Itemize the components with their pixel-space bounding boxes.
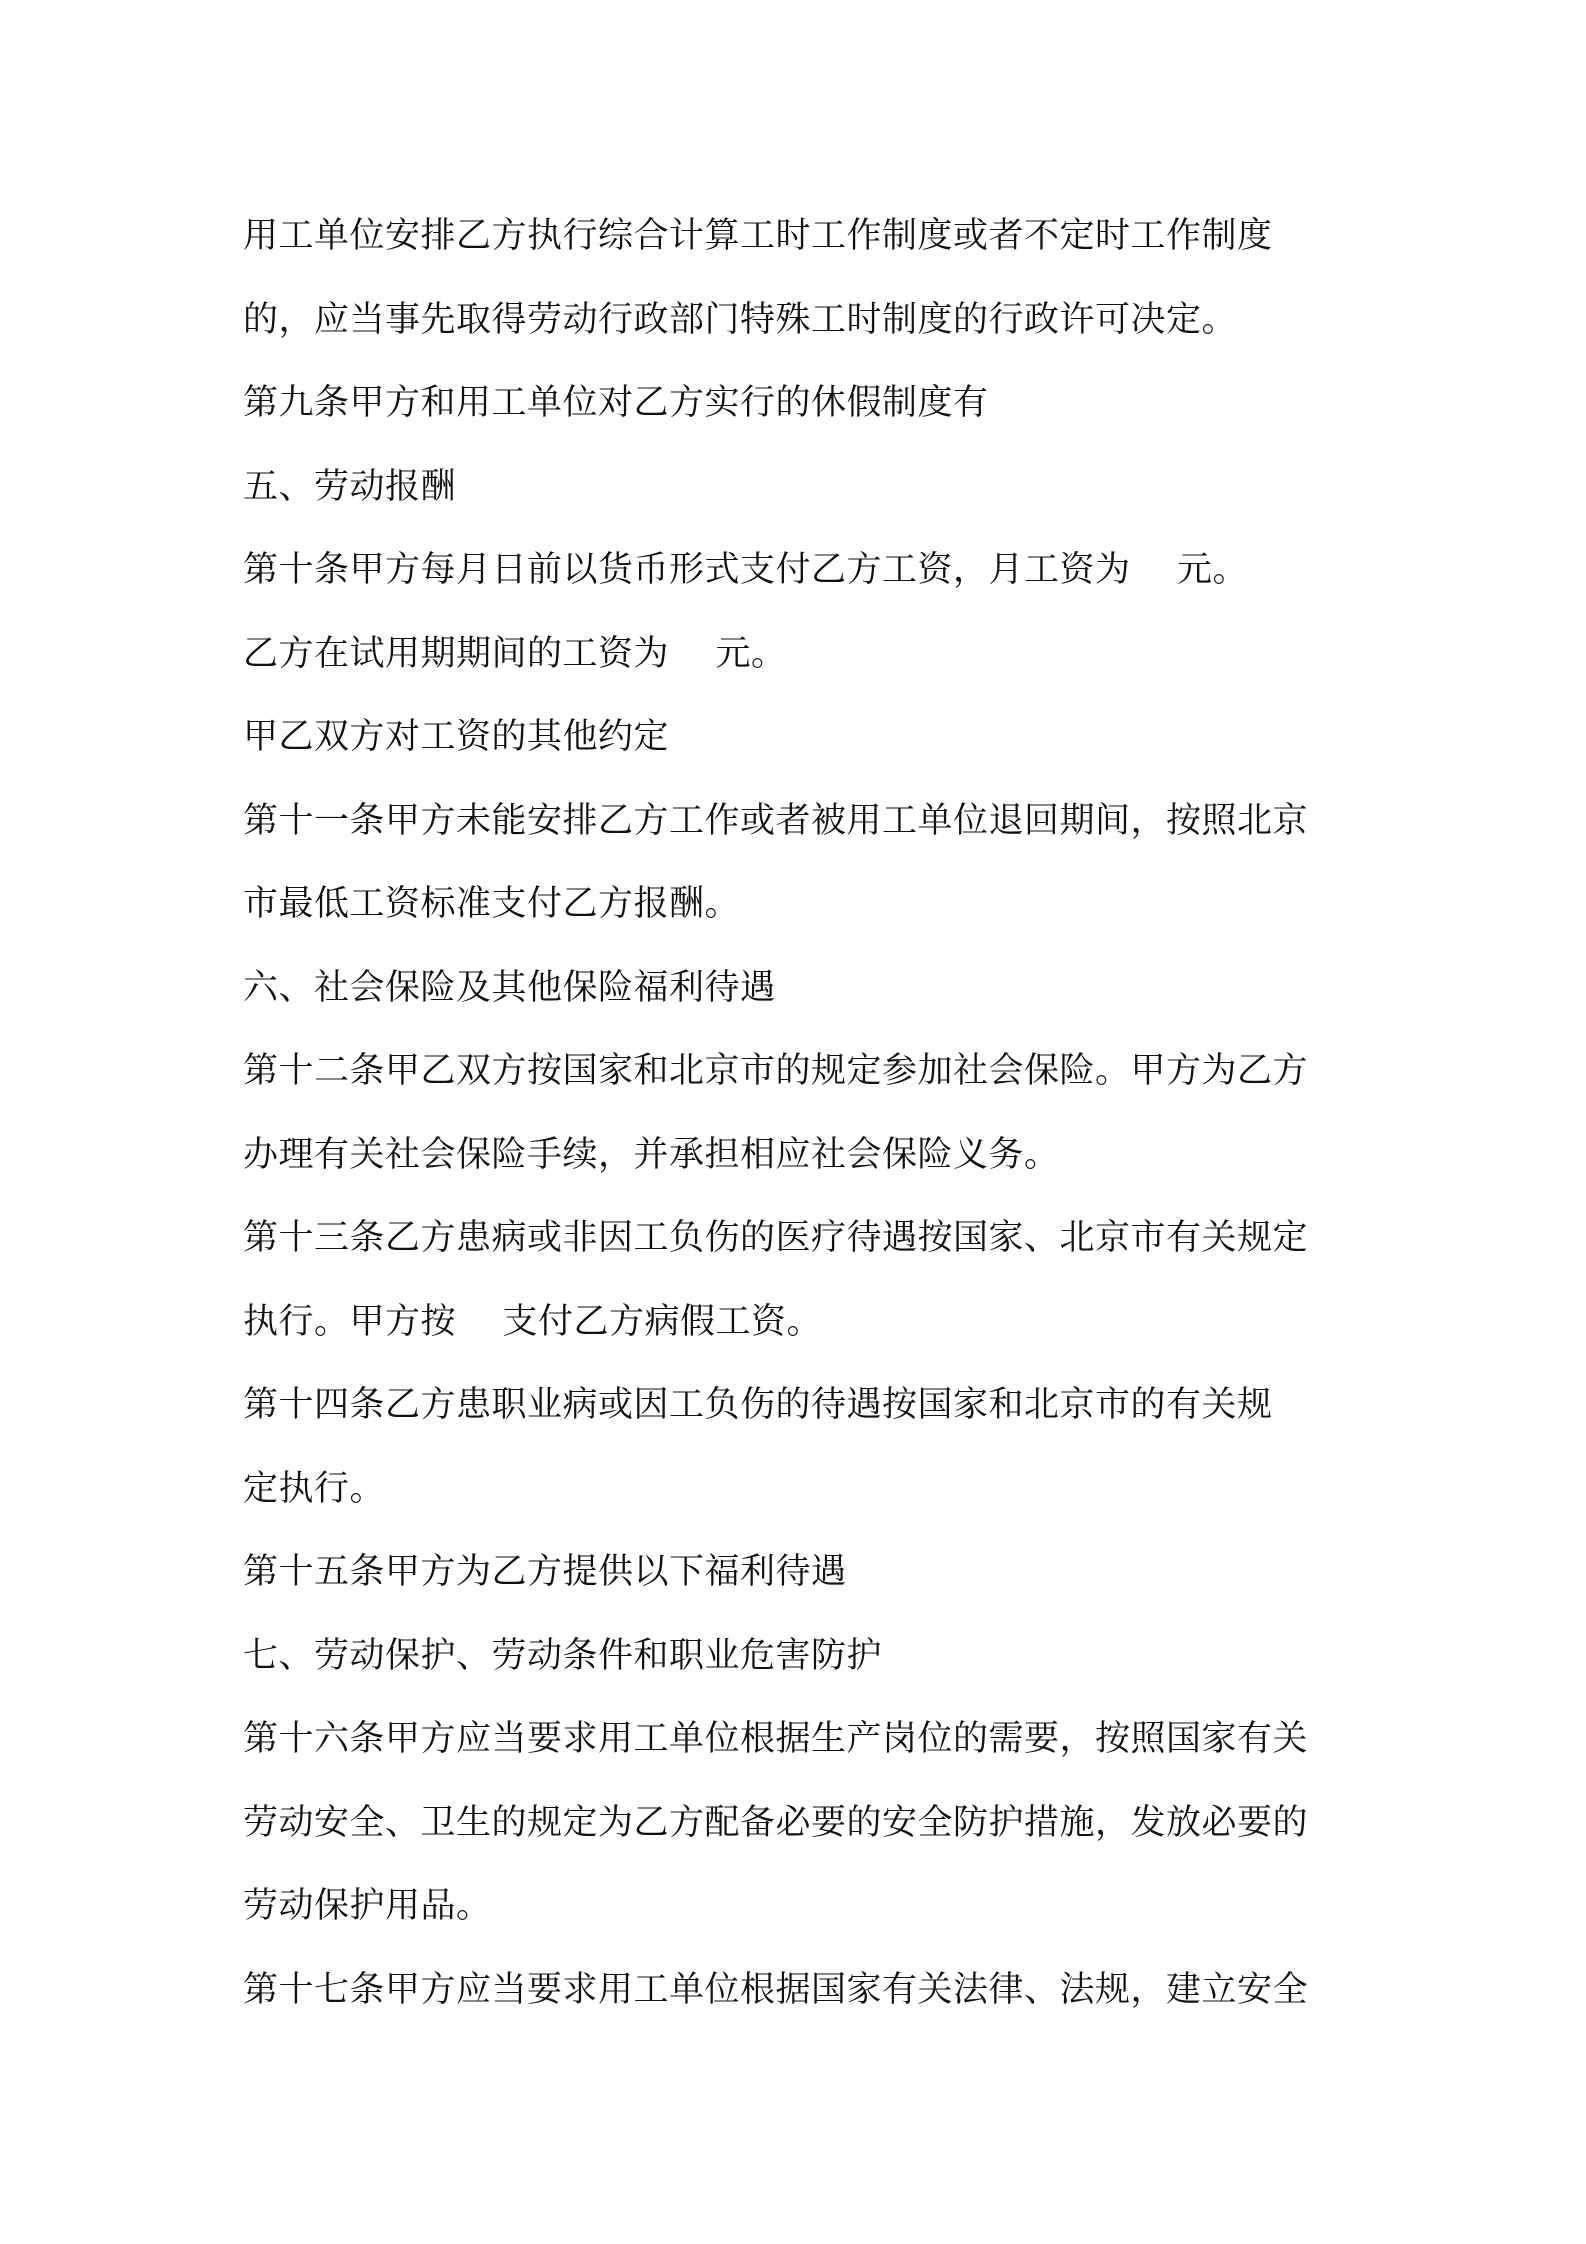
text-line: 市最低工资标准支付乙方报酬。 — [243, 884, 741, 924]
section-heading: 七、劳动保护、劳动条件和职业危害防护 — [243, 1635, 883, 1676]
text-line: 第十七条甲方应当要求用工单位根据国家有关法律、法规，建立安全 — [243, 1969, 1309, 2010]
text-line: 定执行。 — [243, 1468, 386, 1509]
text-line: 执行。甲方按 支付乙方病假工资。 — [243, 1301, 823, 1342]
text-line: 第十四条乙方患职业病或因工负伤的待遇按国家和北京市的有关规 — [243, 1385, 1273, 1425]
text-line: 第十二条甲乙双方按国家和北京市的规定参加社会保险。甲方为乙方 — [243, 1051, 1309, 1091]
text-line: 劳动保护用品。 — [243, 1886, 492, 1926]
text-line: 用工单位安排乙方执行综合计算工时工作制度或者不定时工作制度 — [243, 216, 1273, 256]
text-line: 第十六条甲方应当要求用工单位根据生产岗位的需要，按照国家有关 — [243, 1719, 1309, 1759]
text-line: 第十条甲方每月日前以货币形式支付乙方工资，月工资为 元。 — [243, 550, 1249, 590]
document-body — [243, 195, 1363, 2032]
section-heading: 五、劳动报酬 — [243, 466, 457, 507]
text-line: 办理有关社会保险手续，并承担相应社会保险义务。 — [243, 1134, 1060, 1175]
section-heading: 六、社会保险及其他保险福利待遇 — [243, 967, 776, 1008]
text-line: 劳动安全、卫生的规定为乙方配备必要的安全防护措施，发放必要的 — [243, 1802, 1309, 1843]
text-line: 第十一条甲方未能安排乙方工作或者被用工单位退回期间，按照北京 — [243, 800, 1309, 841]
text-line: 的，应当事先取得劳动行政部门特殊工时制度的行政许可决定。 — [243, 299, 1238, 340]
text-line: 甲乙双方对工资的其他约定 — [243, 717, 670, 757]
text-line: 乙方在试用期期间的工资为 元。 — [243, 633, 787, 674]
text-line: 第九条甲方和用工单位对乙方实行的休假制度有 — [243, 383, 989, 423]
text-line: 第十三条乙方患病或非因工负伤的医疗待遇按国家、北京市有关规定 — [243, 1218, 1309, 1258]
text-line: 第十五条甲方为乙方提供以下福利待遇 — [243, 1552, 847, 1592]
